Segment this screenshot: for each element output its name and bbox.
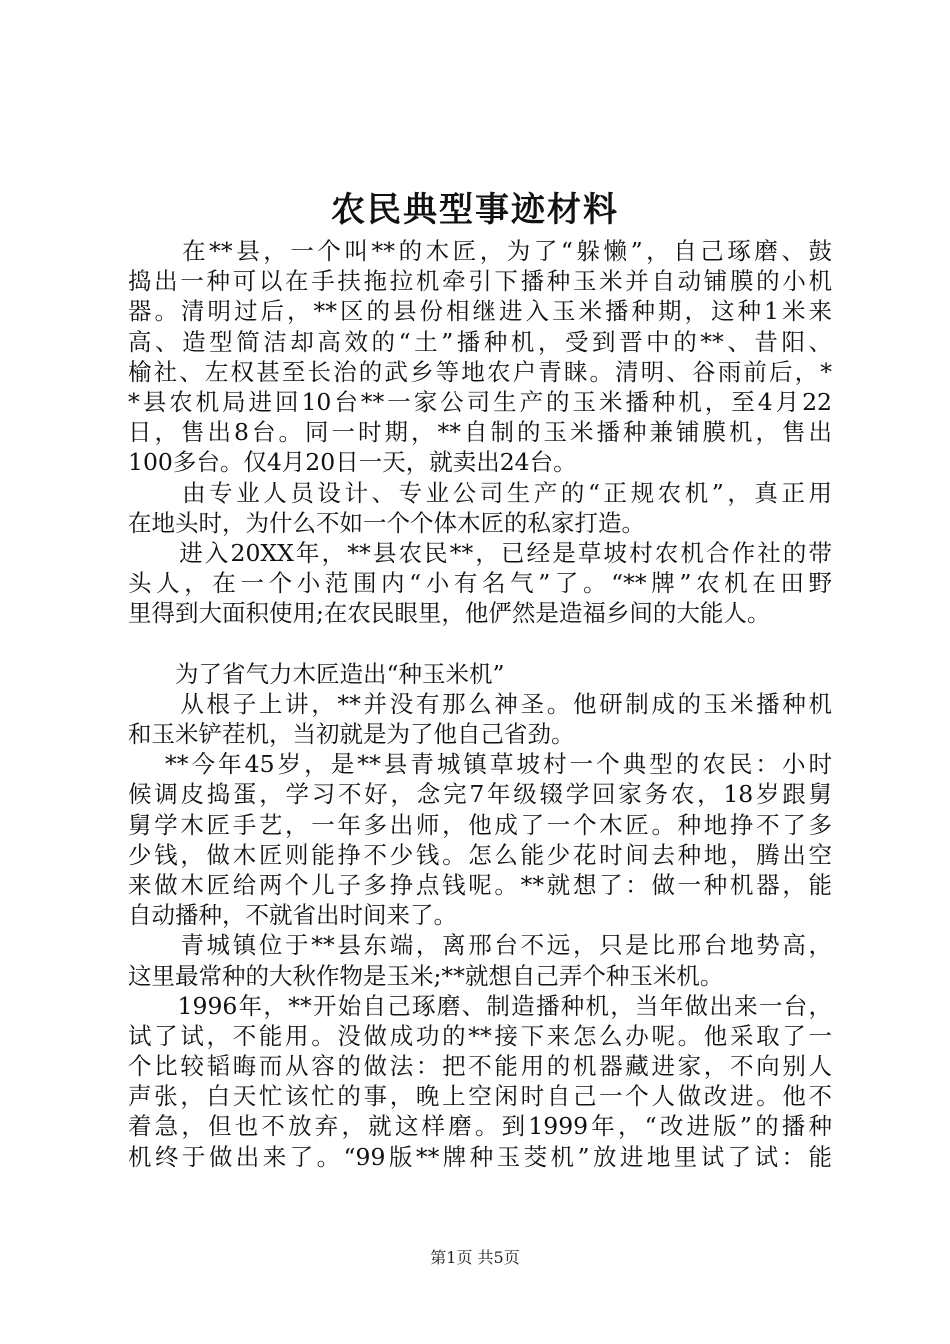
paragraph-line: 声张，白天忙该忙的事，晚上空闲时自己一个人做改进。他不 [128, 1082, 832, 1111]
paragraph-line: 捣出一种可以在手扶拖拉机牵引下播种玉米并自动铺膜的小机 [128, 267, 832, 296]
paragraph-line: 在**县，一个叫**的木匠，为了“躲懒”，自己琢磨、鼓 [128, 237, 832, 265]
paragraph-line: 高、造型简洁却高效的“土”播种机，受到晋中的**、昔阳、 [128, 327, 832, 356]
paragraph-line: 这里最常种的大秋作物是玉米;**就想自己弄个种玉米机。 [128, 961, 724, 990]
paragraph-line: 自动播种，不就省出时间来了。 [128, 901, 457, 930]
paragraph-line: 里得到大面积使用;在农民眼里，他俨然是造福乡间的大能人。 [128, 599, 771, 628]
paragraph-line: 个比较韬晦而从容的做法：把不能用的机器藏进家，不向别人 [128, 1052, 832, 1081]
paragraph-line: 由专业人员设计、专业公司生产的“正规农机”，真正用 [128, 478, 832, 507]
paragraph-line: 着急，但也不放弃，就这样磨。到1999年，“改进版”的播种 [128, 1112, 832, 1141]
document-title: 农民典型事迹材料 [331, 190, 619, 230]
paragraph-line: 青城镇位于**县东端，离邢台不远，只是比邢台地势高， [128, 931, 832, 960]
document-body [128, 236, 832, 1172]
paragraph-line: 从根子上讲，**并没有那么神圣。他研制成的玉米播种机 [128, 689, 832, 718]
paragraph-line: 试了试，不能用。没做成功的**接下来怎么办呢。他采取了一 [128, 1021, 832, 1050]
paragraph-line: 和玉米铲茬机，当初就是为了他自己省劲。 [128, 720, 575, 748]
paragraph-line: *县农机局进回10台**一家公司生产的玉米播种机，至4月22 [128, 387, 832, 416]
paragraph-line: **今年45岁，是**县青城镇草坡村一个典型的农民：小时 [128, 750, 832, 779]
paragraph-line: 候调皮捣蛋，学习不好，念完7年级辍学回家务农，18岁跟舅 [128, 780, 832, 809]
paragraph-line: 日，售出8台。同一时期，**自制的玉米播种兼铺膜机，售出 [128, 418, 832, 447]
paragraph-line: 舅学木匠手艺，一年多出师，他成了一个木匠。种地挣不了多 [128, 810, 832, 839]
paragraph-line: 来做木匠给两个儿子多挣点钱呢。**就想了：做一种机器，能 [128, 870, 832, 899]
paragraph-line: 进入20XX年，**县农民**，已经是草坡村农机合作社的带 [128, 538, 832, 567]
paragraph-line: 器。清明过后，**区的县份相继进入玉米播种期，这种1米来 [128, 297, 832, 326]
paragraph-line: 1996年，**开始自己琢磨、制造播种机，当年做出来一台， [128, 991, 832, 1020]
paragraph-line: 榆社、左权甚至长治的武乡等地农户青睐。清明、谷雨前后，* [128, 357, 832, 386]
paragraph-line: 头人，在一个小范围内“小有名气”了。“**牌”农机在田野 [128, 569, 832, 598]
paragraph-line: 在地头时，为什么不如一个个体木匠的私家打造。 [128, 508, 645, 537]
paragraph-line: 少钱，做木匠则能挣不少钱。怎么能少花时间去种地，腾出空 [128, 840, 832, 869]
paragraph-line: 100多台。仅4月20日一天，就卖出24台。 [128, 448, 577, 477]
paragraph-line: 机终于做出来了。“99版**牌种玉茭机”放进地里试了试：能 [128, 1142, 832, 1171]
blank-line [128, 628, 832, 658]
paragraph-line: 为了省气力木匠造出“种玉米机” [128, 659, 505, 688]
page-footer: 第1页 共5页 [430, 1248, 520, 1267]
